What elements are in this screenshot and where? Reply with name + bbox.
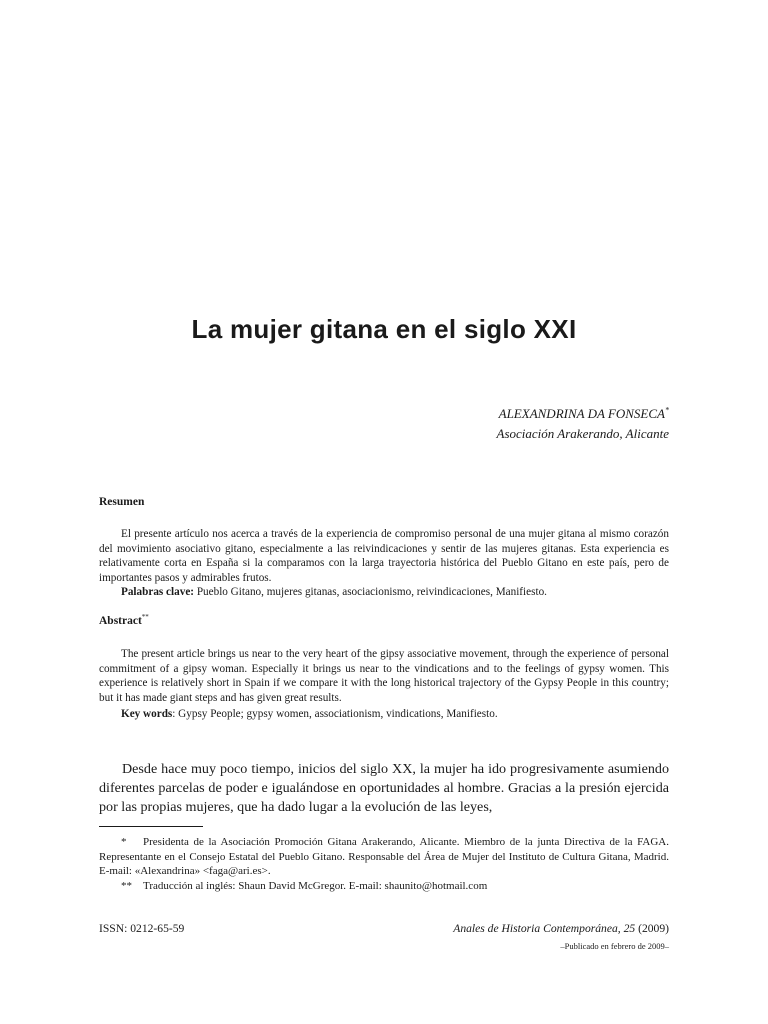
resumen-keywords bbox=[99, 585, 669, 600]
footnote bbox=[99, 835, 669, 879]
footnote-text: Presidenta de la Asociación Promoción Gitana Arakerando, Alicante. Miembro de la junta Directiva de la FAGA. Representante en el Consejo Estatal del Pueblo Gitano. Responsable del Área de Mujer del Instituto de Cultura Gitana, Madrid. E-mail: «Alexandrina» <faga@ari.es>. bbox=[99, 836, 669, 878]
abstract-keywords-list: : Gypsy People; gypsy women, associationism, vindications, Manifiesto. bbox=[172, 708, 498, 720]
journal-year: (2009) bbox=[635, 922, 669, 935]
resumen-keywords-label: Palabras clave: bbox=[121, 586, 195, 598]
abstract-keywords-label: Key words bbox=[121, 708, 173, 720]
footnote-text: Traducción al inglés: Shaun David McGregor. E-mail: shaunito@hotmail.com bbox=[143, 879, 488, 892]
publication-date: –Publicado en febrero de 2009– bbox=[560, 941, 669, 951]
abstract-keywords bbox=[99, 707, 669, 722]
resumen-text: El presente artículo nos acerca a través de la experiencia de compromiso personal de una mujer gitana al mismo corazón del movimiento asociativo gitano, especialmente a las reivindicaciones y sentir de las mujeres gitanas. Esta experiencia es relativamente corta en España si la comparamos con la larga trayectoria histórica del Pueblo Gitano en este país, pero de importantes pasos y admirables frutos. bbox=[99, 528, 669, 584]
author-block bbox=[497, 404, 669, 444]
footnote bbox=[99, 879, 669, 894]
author-affiliation: Asociación Arakerando, Alicante bbox=[496, 426, 669, 441]
journal-citation bbox=[453, 922, 669, 935]
article-title: La mujer gitana en el siglo XXI bbox=[191, 314, 577, 344]
author-name bbox=[497, 404, 669, 424]
footnote-mark: ** bbox=[121, 879, 132, 892]
abstract-text: The present article brings us near to the very heart of the gipsy associative movement, through the experience of personal commitment of a gipsy woman. Especially it brings us near to the vindications and to the feelings of gypsy women. This experience is relatively short in Spain if we compare it with the long historical trajectory of the Gypsy People in this country; but it has made giant steps and has given great results. bbox=[99, 648, 669, 704]
abstract-heading bbox=[99, 615, 149, 627]
issn: ISSN: 0212-65-59 bbox=[99, 922, 185, 935]
resumen-heading: Resumen bbox=[99, 496, 145, 508]
resumen-keywords-list: Pueblo Gitano, mujeres gitanas, asociacionismo, reivindicaciones, Manifiesto. bbox=[194, 586, 547, 598]
footnote-mark: * bbox=[121, 836, 127, 848]
abstract-heading-text: Abstract bbox=[99, 615, 142, 627]
footnote-separator bbox=[99, 826, 203, 827]
body-paragraph: Desde hace muy poco tiempo, inicios del siglo XX, la mujer ha ido progresivamente asumiendo diferentes parcelas de poder e igualándose en oportunidades al hombre. Gracias a la presión ejercida por las propias mujeres, que ha dado lugar a la evolución de las leyes, bbox=[99, 761, 669, 816]
abstract-footnote-mark: ** bbox=[141, 613, 149, 622]
author-name-text: ALEXANDRINA DA FONSECA bbox=[498, 406, 665, 421]
footnotes bbox=[99, 835, 669, 893]
journal-name: Anales de Historia Contemporánea, 25 bbox=[453, 922, 636, 935]
author-footnote-mark: * bbox=[665, 405, 669, 415]
